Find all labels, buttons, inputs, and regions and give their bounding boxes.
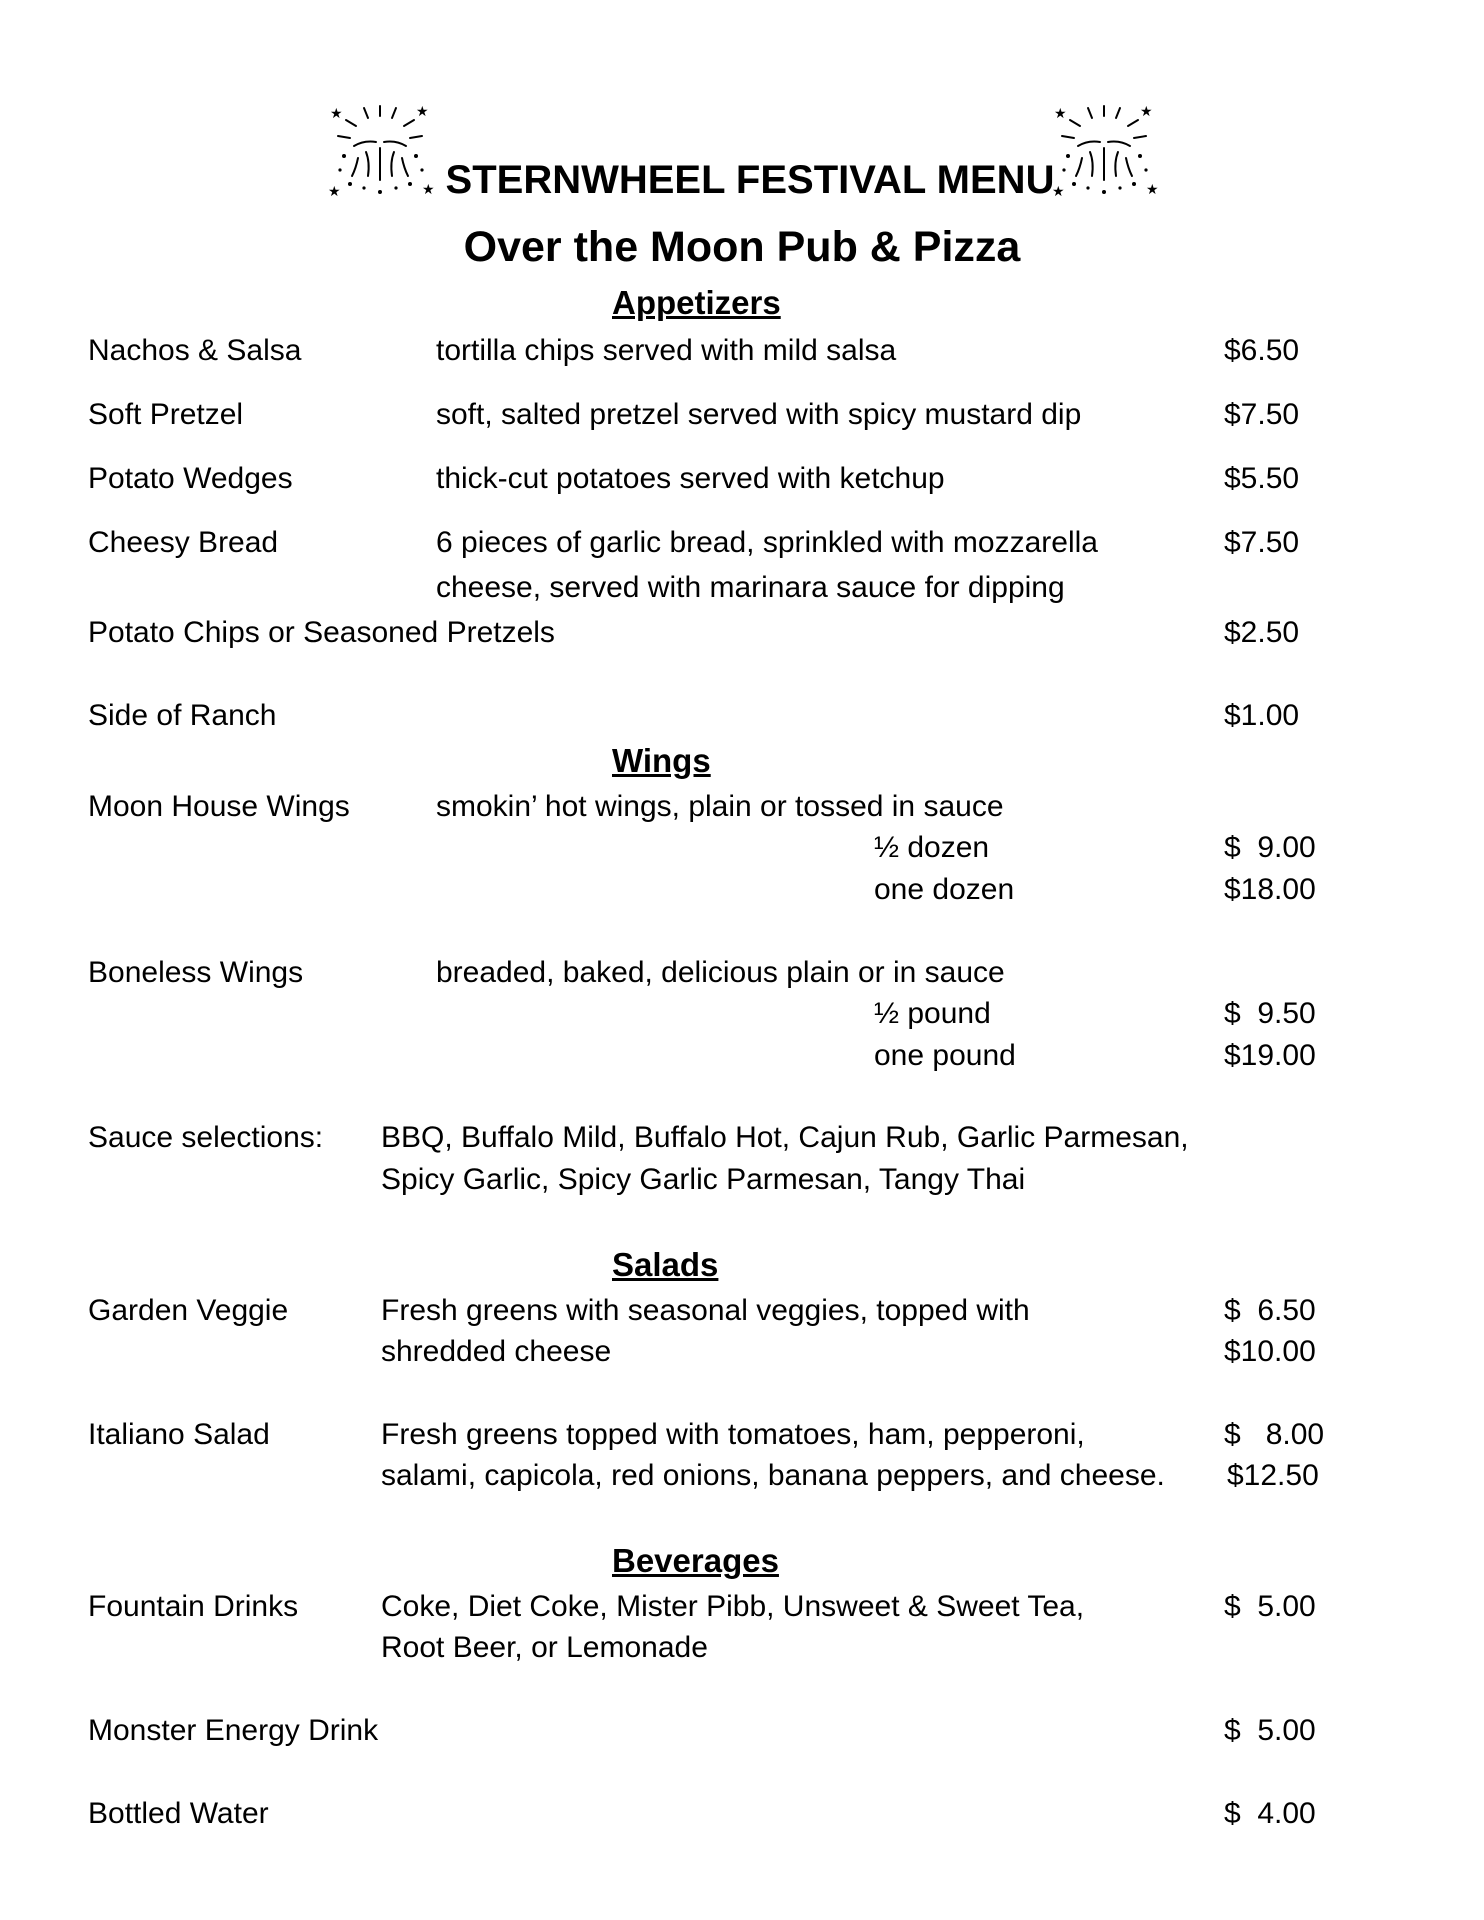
item-description: shredded cheese	[381, 1335, 612, 1368]
item-name: Boneless Wings	[88, 956, 304, 989]
section-heading-beverages: Beverages	[612, 1542, 779, 1579]
item-price: $7.50	[1224, 526, 1300, 559]
restaurant-name: Over the Moon Pub & Pizza	[463, 223, 1021, 271]
item-price: $ 5.00	[1224, 1590, 1316, 1623]
item-name: Cheesy Bread	[88, 526, 279, 559]
section-heading-wings: Wings	[612, 742, 711, 779]
item-price: $6.50	[1224, 334, 1300, 367]
item-description: smokin’ hot wings, plain or tossed in sauce	[436, 790, 1004, 823]
item-price: $7.50	[1224, 398, 1300, 431]
item-size: ½ dozen	[874, 831, 990, 864]
item-name: Soft Pretzel	[88, 398, 244, 431]
item-price: $12.50	[1227, 1459, 1319, 1492]
item-price: $1.00	[1224, 699, 1300, 732]
item-name: Bottled Water	[88, 1797, 269, 1830]
svg-text:★: ★	[1052, 184, 1065, 200]
item-price: $ 5.00	[1224, 1714, 1316, 1747]
item-name: Potato Wedges	[88, 462, 293, 495]
item-name: Side of Ranch	[88, 699, 277, 732]
item-description: Fresh greens with seasonal veggies, topped with	[381, 1294, 1030, 1327]
svg-text:★: ★	[1140, 104, 1153, 120]
item-price: $ 8.00	[1224, 1418, 1325, 1451]
item-description: soft, salted pretzel served with spicy mustard dip	[436, 398, 1082, 431]
item-name: Garden Veggie	[88, 1294, 289, 1327]
item-price: $ 6.50	[1224, 1294, 1316, 1327]
section-heading-salads: Salads	[612, 1246, 719, 1283]
item-description: Coke, Diet Coke, Mister Pibb, Unsweet & Sweet Tea,	[381, 1590, 1085, 1623]
item-description: Root Beer, or Lemonade	[381, 1631, 708, 1664]
item-price: $ 4.00	[1224, 1797, 1316, 1830]
svg-text:★: ★	[416, 104, 429, 120]
menu-title: STERNWHEEL FESTIVAL MENU	[445, 158, 1055, 202]
item-name: Monster Energy Drink	[88, 1714, 379, 1747]
svg-text:★: ★	[330, 106, 343, 122]
item-price: $5.50	[1224, 462, 1300, 495]
svg-text:★: ★	[1146, 182, 1159, 198]
item-price: $18.00	[1224, 873, 1316, 906]
item-price: $ 9.00	[1224, 831, 1316, 864]
item-name: Fountain Drinks	[88, 1590, 299, 1623]
item-description: 6 pieces of garlic bread, sprinkled with mozzarella	[436, 526, 1098, 559]
item-description: cheese, served with marinara sauce for dipping	[436, 571, 1065, 604]
sauce-list: BBQ, Buffalo Mild, Buffalo Hot, Cajun Rub, Garlic Parmesan,	[381, 1121, 1189, 1154]
svg-text:★: ★	[328, 184, 341, 200]
item-size: one dozen	[874, 873, 1015, 906]
item-size: ½ pound	[874, 997, 991, 1030]
item-description: salami, capicola, red onions, banana peppers, and cheese.	[381, 1459, 1165, 1492]
item-price: $10.00	[1224, 1335, 1316, 1368]
item-name: Moon House Wings	[88, 790, 350, 823]
item-description: Fresh greens topped with tomatoes, ham, pepperoni,	[381, 1418, 1085, 1451]
item-description: thick-cut potatoes served with ketchup	[436, 462, 945, 495]
svg-text:★: ★	[1054, 106, 1067, 122]
item-description: breaded, baked, delicious plain or in sauce	[436, 956, 1005, 989]
item-name: Potato Chips or Seasoned Pretzels	[88, 616, 555, 649]
item-size: one pound	[874, 1039, 1016, 1072]
item-price: $ 9.50	[1224, 997, 1316, 1030]
item-name: Italiano Salad	[88, 1418, 270, 1451]
item-price: $19.00	[1224, 1039, 1316, 1072]
sauce-list: Spicy Garlic, Spicy Garlic Parmesan, Tangy Thai	[381, 1163, 1026, 1196]
sauce-label: Sauce selections:	[88, 1121, 324, 1154]
svg-text:★: ★	[422, 182, 435, 198]
section-heading-appetizers: Appetizers	[612, 284, 781, 321]
item-name: Nachos & Salsa	[88, 334, 302, 367]
item-price: $2.50	[1224, 616, 1300, 649]
item-description: tortilla chips served with mild salsa	[436, 334, 897, 367]
